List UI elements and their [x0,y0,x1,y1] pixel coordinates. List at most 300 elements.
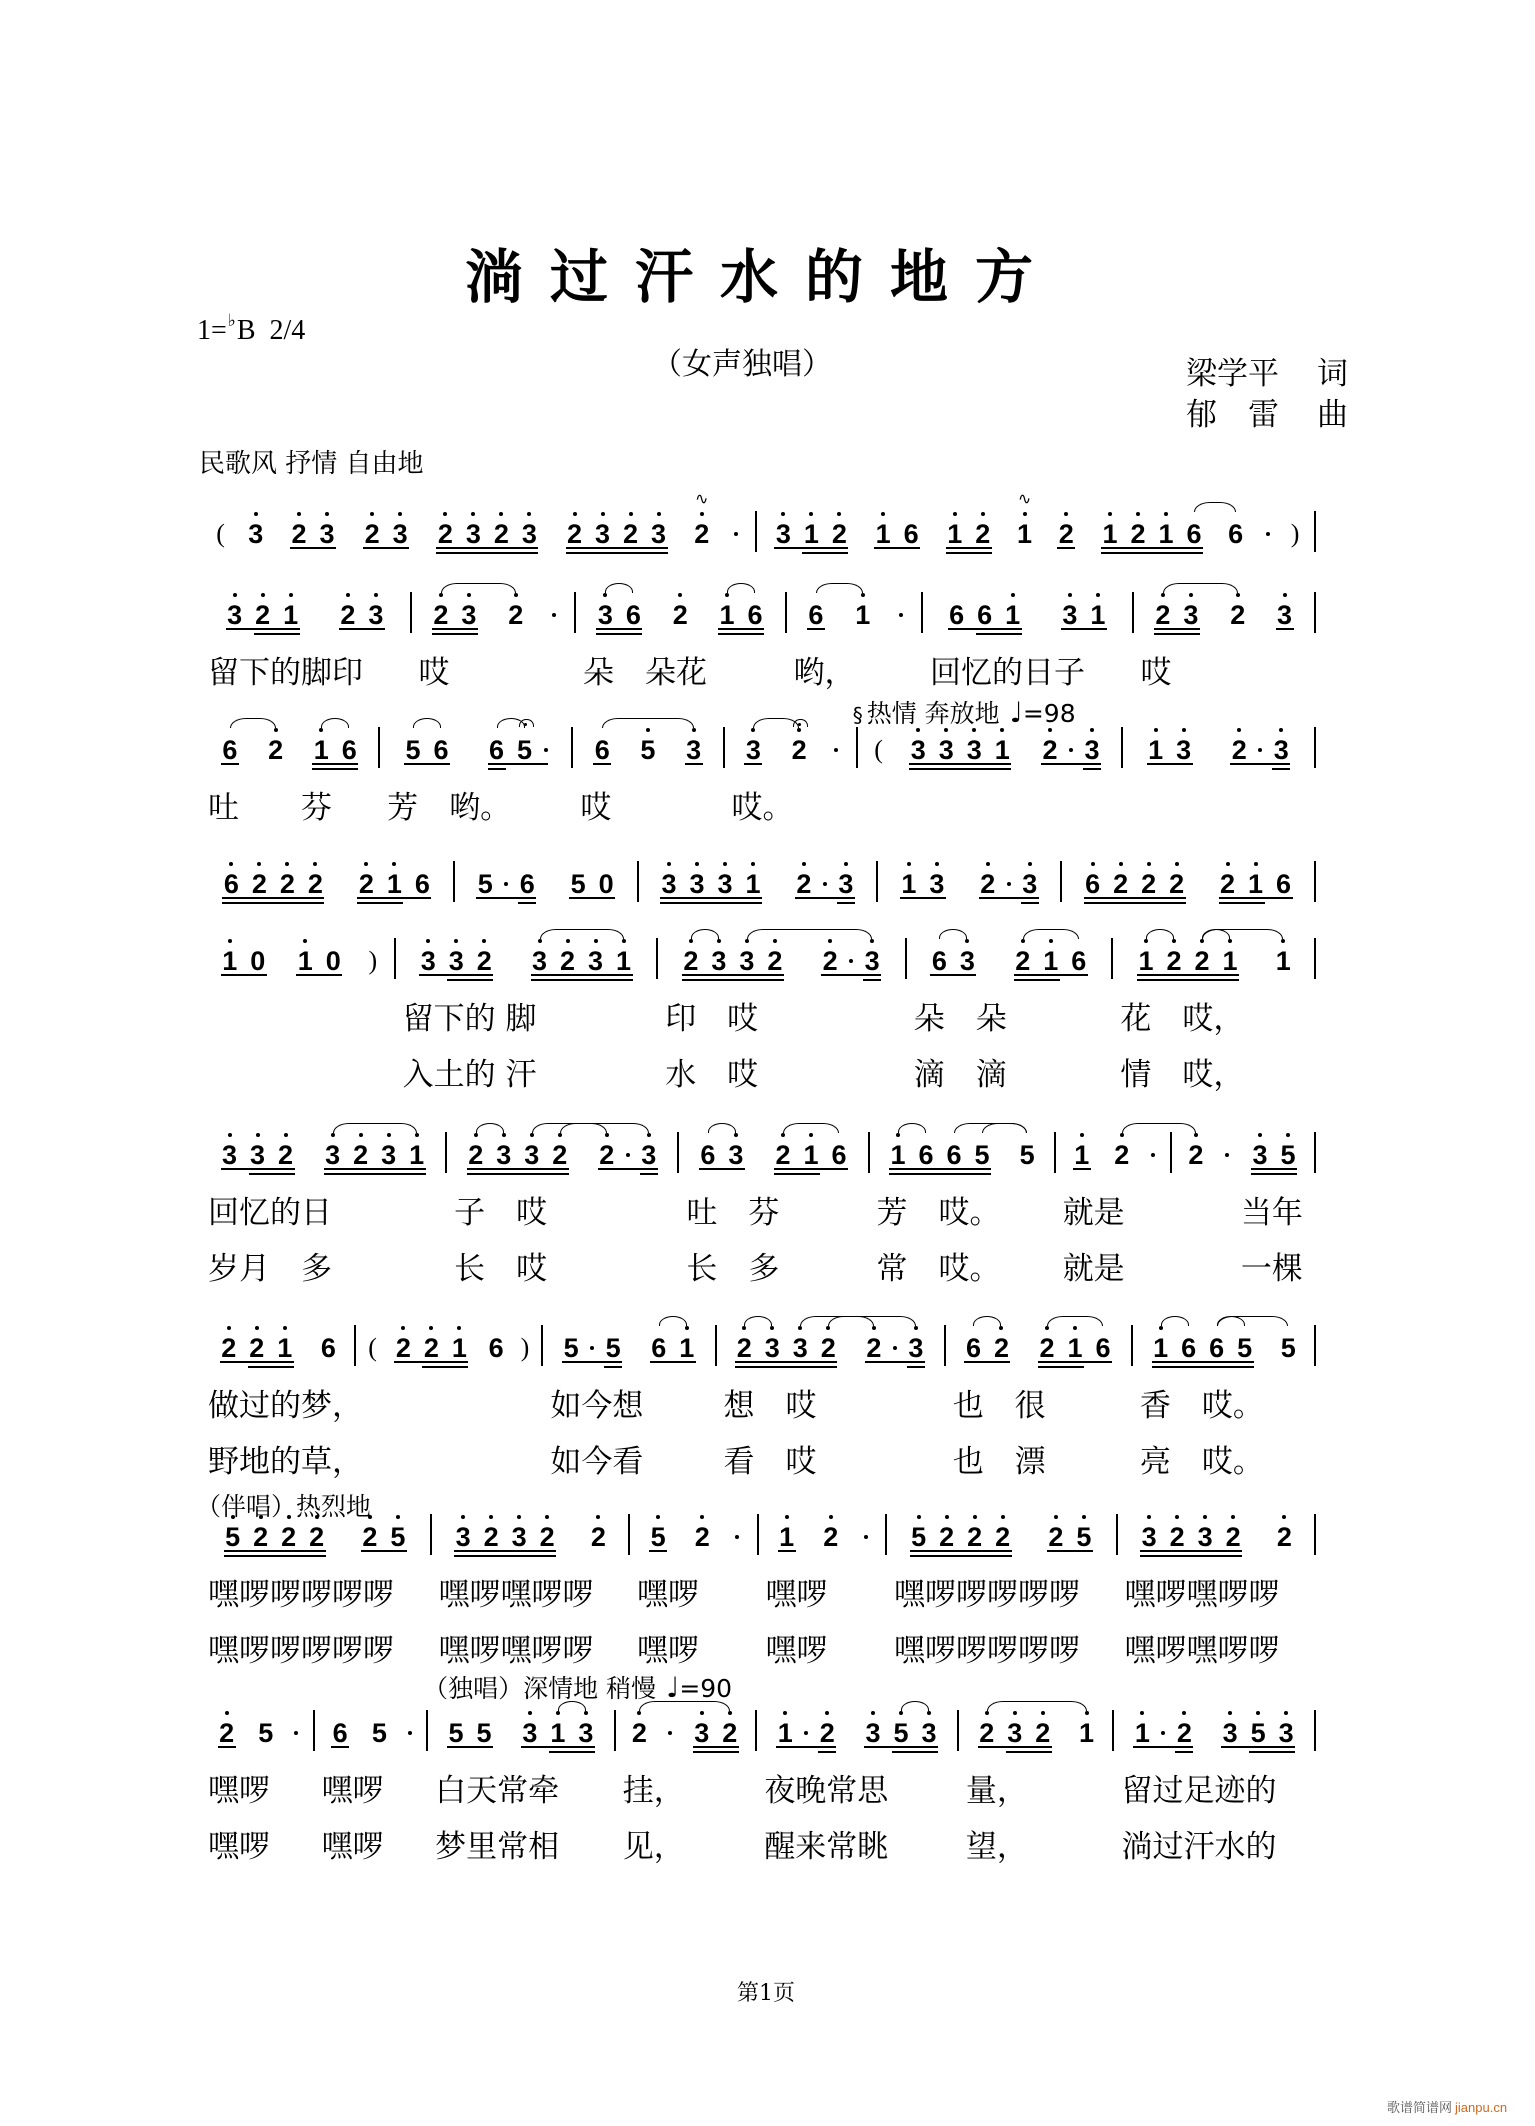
octave-dot-above [725,593,729,597]
octave-dot-above [1164,512,1168,516]
note [1107,854,1135,914]
note-digit: 2 [268,735,284,765]
octave-dot-above [986,862,990,866]
beam-group [869,504,925,564]
note-digit: 3 [227,600,243,630]
octave-dot-above [256,1133,260,1137]
lyric-line-1: 如今想 [550,1388,644,1424]
measure-notes [572,720,723,780]
slur-arc [708,1123,736,1133]
measure-notes [716,1318,945,1378]
beam-group [216,1125,300,1185]
note-digit: 6 [223,869,239,899]
measure [906,931,1113,1103]
octave-dot-above [1228,1711,1232,1715]
augmentation-dot [547,585,561,645]
note-digit: 2 [253,1522,269,1552]
note-digit: 2 [364,519,380,549]
augmentation-dot [1002,854,1016,914]
beam-group [1271,585,1299,645]
measure-notes [1122,720,1315,780]
octave-dot-above [1256,1711,1260,1715]
beam-group [599,1318,627,1378]
slur-arc [602,718,693,728]
octave-dot-above [781,1133,785,1137]
augmentation-dot [663,1703,677,1763]
note [557,1318,585,1378]
note [301,854,329,914]
octave-dot-above [689,939,693,943]
note [427,585,455,645]
note [713,585,741,645]
measure-notes [314,1703,428,1763]
note [816,931,844,991]
octave-dot-above [1203,1515,1207,1519]
time-signature: 2/4 [269,315,306,346]
note-digit: 5 [405,735,421,765]
note [1073,1703,1101,1763]
note-digit: 6 [1071,946,1087,976]
lyric-line-1: 朵 朵花 [583,655,707,691]
note-digit: 1 [777,1718,793,1748]
octave-dot-above [1045,1326,1049,1330]
note-digit: 2 [567,519,583,549]
note-digit: 5 [911,1522,927,1552]
slur-arc [413,718,441,728]
octave-dot-above [517,1515,521,1519]
octave-dot-above [346,593,350,597]
note-digit: 6 [433,735,449,765]
note-digit: 2 [775,1140,791,1170]
note-digit: 3 [595,519,611,549]
lyric-line-1: 嘿啰 [765,1577,828,1613]
note [216,1125,244,1185]
octave-dot-above [1283,593,1287,597]
note-digit: 3 [1062,600,1078,630]
score-row [196,1492,1315,1679]
composer-credit [1186,397,1348,433]
beam-group [285,504,341,564]
note [403,1125,431,1185]
note [277,585,305,645]
note [688,491,716,564]
note [790,854,818,914]
beam-group [593,1125,663,1185]
note-digit: 5 [605,1333,621,1363]
lyric-line-1: 朵 朵 [913,1001,1007,1037]
octave-dot-above [1147,1515,1151,1519]
note-digit: 2 [767,946,783,976]
octave-dot-above [657,512,661,516]
lyric-line-1: 嘿啰 [637,1577,699,1613]
slur-arc [558,1701,586,1711]
note [680,720,708,780]
slur-arc [1047,1316,1103,1326]
beam-group [1056,585,1112,645]
note [773,1507,801,1567]
note-digit: 2 [1231,735,1247,765]
note [705,931,733,991]
note [335,720,363,780]
augmentation-dot [403,1703,417,1763]
beam-group [1170,1703,1198,1763]
lyric-line-2: 见， [622,1829,685,1865]
beam-group [1142,720,1198,780]
beam-group [326,1703,354,1763]
augmentation-dot [829,720,843,780]
note [462,1125,490,1185]
note-digit: 1 [283,600,299,630]
lyric-line-1: 嘿啰 [321,1773,384,1809]
measure [1171,1125,1315,1297]
octave-dot-above [1096,593,1100,597]
note [1016,854,1044,914]
octave-dot-above [1231,1515,1235,1519]
octave-dot-above [1254,862,1258,866]
beam-group [1267,720,1295,780]
lyric-line-1: 也 很 [952,1388,1046,1424]
note-digit: 3 [381,1140,397,1170]
note-digit: 2 [340,600,356,630]
octave-dot-above [999,1326,1003,1330]
octave-dot-above [255,1326,259,1330]
augmentation-dot [1146,1125,1160,1185]
measure-notes [877,854,1061,914]
beam-group [1033,1318,1089,1378]
note-digit: 2 [791,735,807,765]
note-digit: 2 [993,1333,1009,1363]
measure [200,720,379,836]
note [617,504,645,564]
note [814,1318,842,1378]
note [1191,1507,1219,1567]
measure-notes [1061,854,1315,914]
beam-group [959,1318,1015,1378]
note-digit: 0 [250,946,266,976]
beam-group [790,854,860,914]
note [634,720,662,780]
slur-arc [560,1123,607,1133]
measure-notes [615,1703,757,1763]
note-digit: 3 [864,946,880,976]
note [933,1507,961,1567]
lyric-line-2: 岁月 多 [208,1251,332,1287]
note [915,1703,943,1763]
note [785,720,813,780]
note-digit: 2 [623,519,639,549]
octave-dot-above [1119,862,1123,866]
note-digit: 3 [250,1140,266,1170]
note [1108,1125,1136,1185]
note-digit: 6 [489,735,505,765]
note [666,585,694,645]
note [673,1318,701,1378]
note [380,854,408,914]
octave-dot-above [1161,593,1165,597]
octave-dot-above [1147,862,1151,866]
note-digit: 2 [221,1333,237,1363]
beam-group [431,504,543,564]
slur-arc [747,929,872,939]
note-digit: 2 [251,869,267,899]
note [941,504,969,564]
note-digit: 2 [975,519,991,549]
note-digit: 5 [1280,1333,1296,1363]
octave-dot-above [228,939,232,943]
measure-notes [200,1703,314,1763]
watermark-url: jianpu.cn [1455,2100,1508,2115]
note-digit: 3 [325,1140,341,1170]
octave-dot-above [1001,1515,1005,1519]
measure [355,1318,542,1490]
note-digit: 2 [362,1522,378,1552]
measure [638,854,878,914]
measure-notes [1117,1507,1316,1567]
measure [200,1318,363,1490]
beam-group [1149,585,1205,645]
note [1242,854,1270,914]
octave-dot-above [454,939,458,943]
augmentation-dot [539,720,553,780]
note [859,1703,887,1763]
note [953,931,981,991]
lyric-line-2: 嘿啰啰啰啰啰 [208,1633,394,1669]
lyric-line-2: 嘿啰 [765,1633,828,1669]
measure [886,1507,1117,1679]
lyric-line-1: 芳 哟。 [387,790,512,826]
beam-group [352,854,408,914]
beam-group [591,585,647,645]
octave-dot-above [785,1515,789,1519]
note [362,585,390,645]
note-digit: 1 [1138,946,1154,976]
lyric-line-1: 花 哎， [1120,1001,1245,1037]
lyricist-role: 词 [1317,356,1348,392]
note-digit: 6 [651,1333,667,1363]
beam-group [895,854,951,914]
beam-group [1147,1318,1259,1378]
octave-dot-above [809,512,813,516]
octave-dot-above [828,939,832,943]
lyric-line-1: 留过足迹的 [1121,1773,1277,1809]
note-digit: 6 [1181,1333,1197,1363]
augmentation-dot [1220,1125,1234,1185]
quarter-note-icon: ♩ [1009,696,1023,729]
note [1056,585,1084,645]
measure [615,1703,757,1875]
note-digit: 0 [598,869,614,899]
note [1272,1703,1300,1763]
note-digit: 1 [994,735,1010,765]
note [1182,1125,1210,1185]
close-paren: ) [520,1333,530,1362]
note-digit: 2 [1169,1522,1185,1552]
note [584,1507,612,1567]
note [593,1125,621,1185]
slur-arc [753,718,799,728]
beam-group [427,585,483,645]
note-digit: 2 [590,1522,606,1552]
note [1270,854,1298,914]
octave-dot-above [538,939,542,943]
octave-dot-above [1279,728,1283,732]
note [884,1125,912,1185]
slur-arc [1023,929,1079,939]
measure-notes [200,585,411,645]
slur-arc [1163,583,1238,593]
octave-dot-above [985,1711,989,1715]
note-digit: 1 [616,946,632,976]
augmentation-dot [621,1125,635,1185]
note [482,1318,510,1378]
quarter-note-icon: ♩ [666,1671,680,1704]
octave-dot-above [1144,939,1148,943]
measure [379,720,572,836]
lyric-line-1: 嘿啰啰啰啰啰 [894,1577,1080,1613]
note-digit: 1 [719,600,735,630]
note-digit: 2 [1130,519,1146,549]
note-digit: 3 [1183,600,1199,630]
note-digit: 5 [570,869,586,899]
measure-notes [758,1507,887,1567]
note-digit: 6 [700,1140,716,1170]
measure [395,931,658,1103]
slur-arc [497,718,525,728]
note [655,854,683,914]
note-digit: 2 [831,519,847,549]
note-digit: 3 [448,946,464,976]
beam-group [352,854,436,914]
beam-group [1244,1703,1300,1763]
note-digit: 2 [1276,1522,1292,1552]
note [971,585,999,645]
octave-dot-above [1140,1711,1144,1715]
trill-icon: ∿ [695,491,709,508]
beam-group [1214,854,1270,914]
lyricist-credit [1186,356,1348,392]
note-digit: 2 [353,1140,369,1170]
measure-notes [1112,931,1315,991]
note-digit: 6 [808,600,824,630]
note-digit: 2 [722,1718,738,1748]
note [1042,1507,1070,1567]
note [1096,504,1124,564]
note [1037,931,1065,991]
note-digit: 5 [1019,1140,1035,1170]
note [1061,1318,1089,1378]
note-digit: 6 [1228,519,1244,549]
note [1267,720,1295,780]
beam-group [544,1703,600,1763]
octave-dot-above [981,512,985,516]
note-digit: 5 [225,1522,241,1552]
note-digit: 2 [939,1522,955,1552]
octave-dot-above [751,862,755,866]
note-digit: 3 [461,600,477,630]
note-digit: 3 [578,1718,594,1748]
lyric-line-2: 梦里常相 [435,1829,560,1865]
slur-arc [1194,502,1236,512]
lyric-line-1: 哎 [580,790,612,826]
octave-dot-above [1175,1515,1179,1519]
octave-dot-above [439,593,443,597]
note-digit: 3 [908,1333,924,1363]
note-digit: 6 [931,946,947,976]
measure-notes [427,1703,615,1763]
octave-dot-above [1068,593,1072,597]
octave-dot-above [1108,512,1112,516]
octave-dot-above [1226,862,1230,866]
beam-group [769,1125,825,1185]
beam-group [902,1318,930,1378]
octave-dot-above [685,1326,689,1330]
lyric-line-1: 吐 芬 [208,790,332,826]
note [1270,1507,1298,1567]
note [471,854,499,914]
measure-notes [756,491,1316,564]
annotation-text: （独唱）深情地 稍慢 [423,1674,657,1703]
note [1160,931,1188,991]
octave-dot-above [558,1133,562,1137]
note [1274,1318,1302,1378]
beam-group [677,931,789,991]
octave-dot-above [1281,939,1285,943]
note-digit: 5 [390,1522,406,1552]
measure-notes [945,1318,1132,1378]
note [502,585,530,645]
annotation-text: 热情 奔放地 [866,699,1000,728]
octave-dot-above [1237,728,1241,732]
slur-arc [828,1316,874,1326]
measure [1133,585,1316,701]
slur-arc [659,1316,687,1326]
octave-dot-above [284,1133,288,1137]
slur-arc [1202,929,1283,939]
note-digit: 6 [1085,869,1101,899]
augmentation-dot [730,1507,744,1567]
note-digit: 3 [959,946,975,976]
measure-notes [411,585,576,645]
lyric-line-1: 夜晚常思 [764,1773,889,1809]
note [526,931,554,991]
beam-group [797,504,853,564]
beam-group [319,1125,431,1185]
octave-dot-above [254,512,258,516]
octave-dot-above [303,939,307,943]
note-digit: 5 [1076,1522,1092,1552]
song-title: 淌过汗水的地方 [465,243,1061,311]
note-digit: 1 [1102,519,1118,549]
lyric-line-2: 嘿啰 [208,1829,270,1865]
octave-dot-above [678,593,682,597]
note-digit: 1 [1017,519,1033,549]
measure [756,491,1316,564]
beam-group [557,1318,627,1378]
beam-group [483,720,553,780]
beam-group [713,585,769,645]
note [1132,931,1160,991]
note-digit: 2 [219,1718,235,1748]
slur-arc [1122,1123,1196,1133]
lyric-line-2: 嘿啰 [637,1633,699,1669]
note-digit: 2 [1188,1140,1204,1170]
measure [454,854,638,914]
note-digit: 6 [519,869,535,899]
note [1078,720,1106,780]
expression-marking: 民歌风 抒情 自由地 [199,449,424,479]
note [414,931,442,991]
lyric-line-1: 嘿啰嘿啰啰 [1124,1577,1280,1613]
